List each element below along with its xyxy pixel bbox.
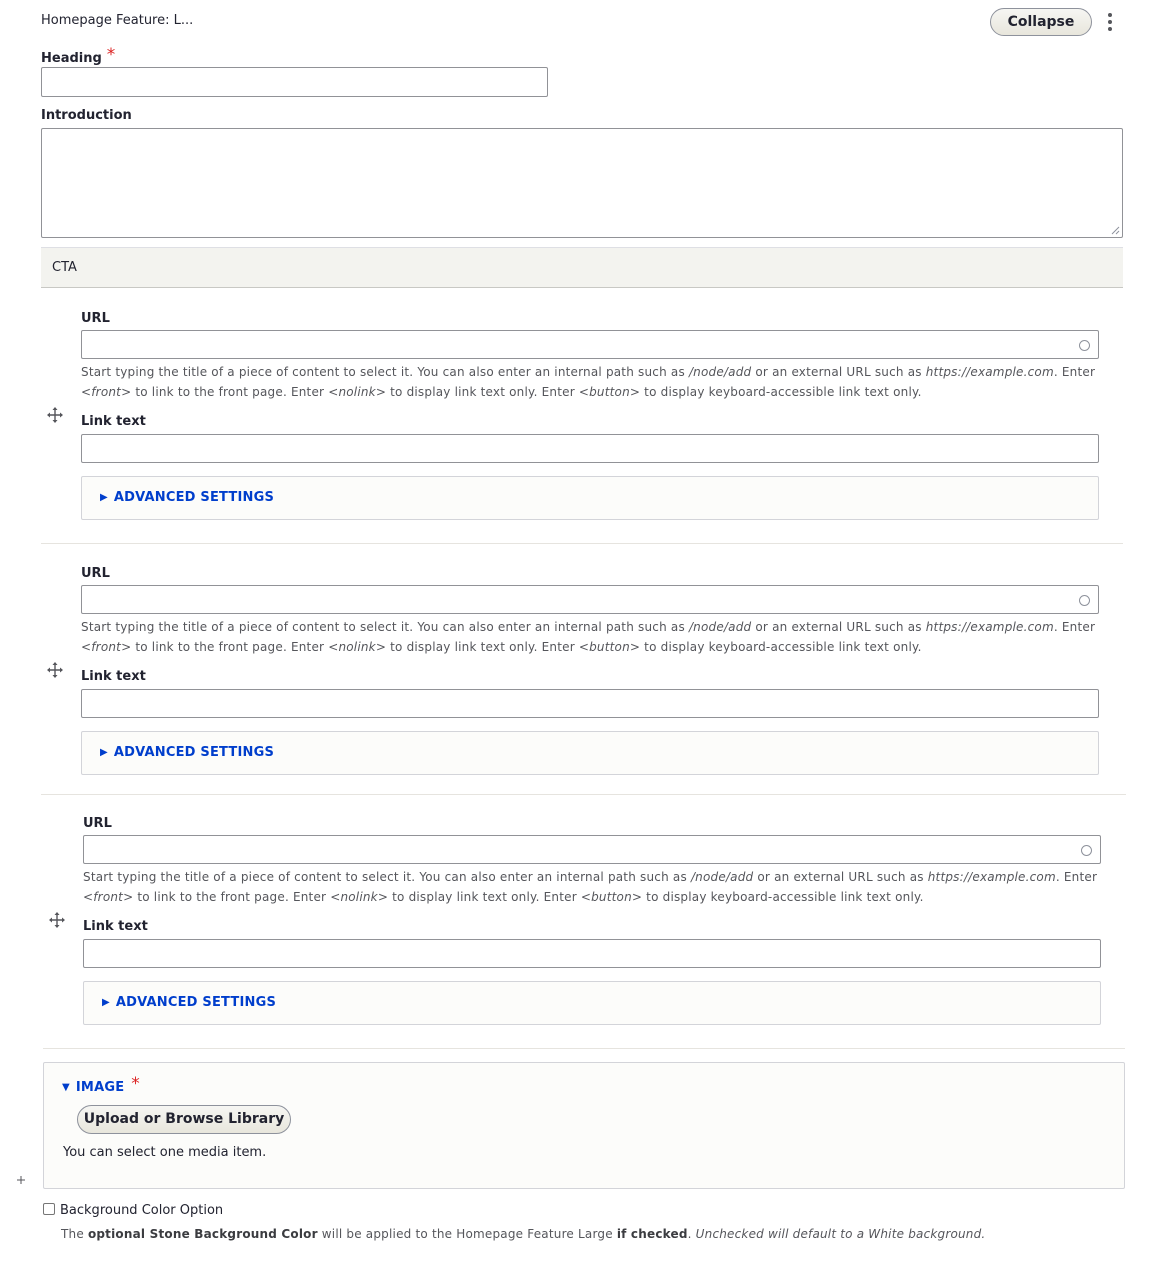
url-input[interactable]: [81, 330, 1099, 359]
advanced-settings-details: [81, 476, 1099, 520]
heading-label-text: Heading: [41, 51, 102, 66]
advanced-settings-label: ADVANCED SETTINGS: [113, 490, 275, 505]
autocomplete-indicator-icon: [1079, 340, 1090, 351]
help-text: to link to the front page. Enter: [137, 890, 327, 904]
help-example: https://example.com: [927, 870, 1056, 884]
cta-section-title: CTA: [52, 260, 77, 275]
desc-text: will be applied to the Homepage Feature Large: [321, 1227, 613, 1241]
introduction-label: Introduction: [41, 108, 132, 123]
url-label: URL: [83, 816, 112, 831]
advanced-settings-summary[interactable]: [102, 995, 276, 1010]
cta-section-header: [41, 247, 1123, 288]
background-checkbox-label[interactable]: Background Color Option: [60, 1203, 224, 1218]
advanced-settings-details: [81, 731, 1099, 775]
url-input[interactable]: [83, 835, 1101, 864]
triangle-right-icon: ▶: [100, 747, 108, 758]
link-text-input[interactable]: [81, 689, 1099, 718]
help-text: to display link text only. Enter: [390, 385, 575, 399]
desc-bold: optional Stone Background Color: [87, 1227, 318, 1241]
help-example: https://example.com: [925, 365, 1054, 379]
image-summary-label: IMAGE: [75, 1080, 125, 1095]
help-example: <button>: [578, 640, 641, 654]
advanced-settings-details: [83, 981, 1101, 1025]
link-text-label: Link text: [81, 669, 146, 684]
collapse-button[interactable]: Collapse: [990, 8, 1092, 36]
help-example: /node/add: [688, 365, 752, 379]
desc-italic: Unchecked will default to a White background.: [695, 1227, 986, 1241]
advanced-settings-label: ADVANCED SETTINGS: [113, 745, 275, 760]
link-text-label: Link text: [81, 414, 146, 429]
triangle-right-icon: ▶: [100, 492, 108, 503]
autocomplete-indicator-icon: [1079, 595, 1090, 606]
help-text: to link to the front page. Enter: [135, 640, 325, 654]
triangle-right-icon: ▶: [102, 997, 110, 1008]
resize-grip-icon[interactable]: [1111, 226, 1120, 235]
url-help-text: [81, 617, 1101, 657]
help-text: to display link text only. Enter: [390, 640, 575, 654]
cta-item-divider: [41, 794, 1126, 795]
advanced-settings-label: ADVANCED SETTINGS: [115, 995, 277, 1010]
drag-handle-icon[interactable]: [47, 662, 63, 678]
help-text: to display keyboard-accessible link text only.: [644, 640, 922, 654]
help-text: . Enter: [1053, 365, 1096, 379]
link-text-input[interactable]: [83, 939, 1101, 968]
url-help-text: [81, 362, 1101, 402]
cta-item-divider: [41, 543, 1123, 544]
help-example: <nolink>: [330, 890, 389, 904]
help-text: Start typing the title of a piece of content to select it. You can also enter an internal path such as: [81, 620, 685, 634]
help-text: or an external URL such as: [755, 620, 922, 634]
help-example: <button>: [578, 385, 641, 399]
help-text: . Enter: [1053, 620, 1096, 634]
url-input[interactable]: [81, 585, 1099, 614]
image-fieldset: [43, 1062, 1125, 1189]
paragraph-title: Homepage Feature: L...: [41, 13, 194, 28]
drag-handle-icon[interactable]: [49, 912, 65, 928]
desc-text: The: [61, 1227, 84, 1241]
help-example: <nolink>: [328, 385, 387, 399]
background-checkbox[interactable]: [43, 1203, 55, 1215]
cta-item-divider: [43, 1048, 1125, 1049]
help-example: <front>: [81, 640, 132, 654]
url-label: URL: [81, 311, 110, 326]
help-text: to display keyboard-accessible link text only.: [644, 385, 922, 399]
url-help-text: [83, 867, 1103, 907]
autocomplete-indicator-icon: [1081, 845, 1092, 856]
help-example: /node/add: [690, 870, 754, 884]
background-description: [61, 1224, 985, 1244]
triangle-down-icon: ▼: [62, 1082, 70, 1093]
help-text: or an external URL such as: [757, 870, 924, 884]
help-text: to display link text only. Enter: [392, 890, 577, 904]
advanced-settings-summary[interactable]: [100, 490, 274, 505]
link-text-input[interactable]: [81, 434, 1099, 463]
help-text: Start typing the title of a piece of content to select it. You can also enter an internal path such as: [81, 365, 685, 379]
desc-text: .: [687, 1227, 692, 1241]
required-marker: *: [131, 1074, 140, 1094]
link-text-label: Link text: [83, 919, 148, 934]
advanced-settings-summary[interactable]: [100, 745, 274, 760]
help-text: . Enter: [1055, 870, 1098, 884]
help-example: <front>: [83, 890, 134, 904]
help-example: <nolink>: [328, 640, 387, 654]
url-label: URL: [81, 566, 110, 581]
help-text: or an external URL such as: [755, 365, 922, 379]
image-summary[interactable]: [62, 1076, 140, 1096]
small-drag-icon[interactable]: [17, 1169, 25, 1177]
vertical-dots-icon[interactable]: [1103, 10, 1117, 34]
help-example: <front>: [81, 385, 132, 399]
introduction-textarea[interactable]: [41, 128, 1123, 238]
required-marker: *: [106, 45, 116, 65]
help-example: /node/add: [688, 620, 752, 634]
upload-browse-button[interactable]: Upload or Browse Library: [77, 1105, 291, 1134]
drag-handle-icon[interactable]: [47, 407, 63, 423]
heading-input[interactable]: [41, 67, 548, 97]
desc-bold: if checked: [616, 1227, 688, 1241]
heading-label: [41, 47, 115, 67]
help-example: <button>: [580, 890, 643, 904]
help-text: Start typing the title of a piece of content to select it. You can also enter an internal path such as: [83, 870, 687, 884]
media-note: You can select one media item.: [63, 1145, 267, 1160]
help-text: to display keyboard-accessible link text only.: [646, 890, 924, 904]
help-text: to link to the front page. Enter: [135, 385, 325, 399]
help-example: https://example.com: [925, 620, 1054, 634]
